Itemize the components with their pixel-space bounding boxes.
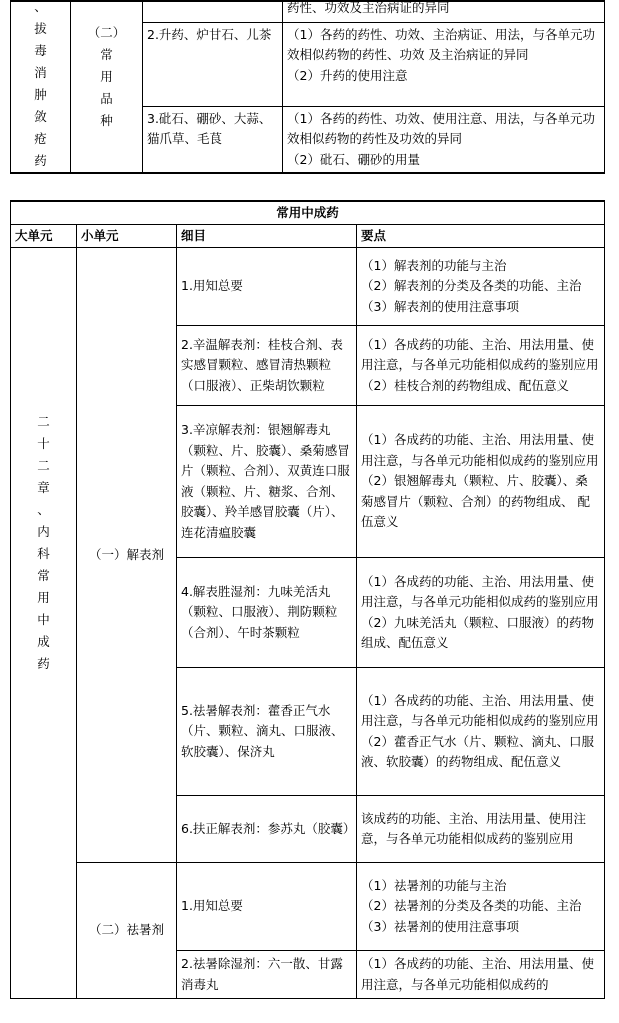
vertical-char: 拔 [34, 21, 47, 36]
item-cell: 2.祛暑除湿剂：六一散、甘露消毒丸 [177, 951, 357, 999]
vertical-char: 种 [100, 113, 113, 128]
points-cell [283, 0, 605, 22]
point-text: （3）祛暑剂的使用注意事项 [361, 918, 519, 934]
vertical-char: 常 [37, 568, 50, 583]
header-major-unit: 大单元 [11, 225, 77, 248]
table-row [11, 863, 605, 951]
vertical-char: 章 [37, 480, 50, 495]
item-cell: 3.辛凉解表剂：银翘解毒丸（颗粒、片、胶囊）、桑菊感冒片（颗粒、合剂）、双黄连口服液（颗粒、片、糖浆、合剂、胶囊）、羚羊感冒胶囊（片）、连花清瘟胶囊 [177, 406, 357, 558]
vertical-char: 药 [34, 153, 47, 168]
table-row [11, 248, 605, 326]
points-cell [357, 668, 605, 796]
points-cell [357, 406, 605, 558]
vertical-char: 用 [100, 69, 113, 84]
point-text: （3）解表剂的使用注意事项 [361, 298, 519, 314]
point-text: （1）各成药的功能、主治、用法用量、使用注意，与各单元功能相似成药的鉴别应用 [361, 432, 599, 468]
points-cell [357, 326, 605, 406]
item-cell: 1.用知总要 [177, 863, 357, 951]
vertical-char: 二 [37, 414, 50, 429]
point-text: （2）藿香正气水（片、颗粒、滴丸、口服液、软胶囊）的药物组成、配伍意义 [361, 733, 594, 769]
vertical-char: 、 [37, 502, 50, 517]
header-item: 细目 [177, 225, 357, 248]
points-cell [357, 863, 605, 951]
item-cell: 1.用知总要 [177, 248, 357, 326]
vertical-char: 成 [37, 634, 50, 649]
points-cell [283, 22, 605, 106]
vertical-char: 、 [34, 0, 47, 14]
vertical-char: 药 [37, 656, 50, 671]
vertical-char: 十 [37, 436, 50, 451]
point-text: 药性、功效及主治病证的异同 [287, 0, 450, 15]
points-cell [283, 106, 605, 173]
point-text: （1）祛暑剂的功能与主治 [361, 877, 507, 893]
point-text: （1）各药的药性、功效、使用注意、用法，与各单元功效相似药物的药性及功效的异同 [287, 110, 595, 146]
point-text: （2）银翘解毒丸（颗粒、片、胶囊）、桑菊感冒片（颗粒、合剂）的药物组成、 配伍意义 [361, 473, 590, 530]
item-cell: 6.扶正解表剂：参苏丸（胶囊） [177, 796, 357, 863]
major-unit-cell [11, 248, 77, 999]
point-text: （1）各成药的功能、主治、用法用量、使用注意，与各单元功能相似成药的鉴别应用 [361, 692, 599, 728]
point-text: （1）各成药的功能、主治、用法用量、使用注意，与各单元功能相似成药的 [361, 956, 594, 992]
item-cell: 5.祛暑解表剂：藿香正气水（片、颗粒、滴丸、口服液、软胶囊）、保济丸 [177, 668, 357, 796]
table-caption: 常用中成药 [11, 201, 605, 225]
vertical-char: 肿 [34, 87, 47, 102]
medicine-table [10, 200, 605, 999]
vertical-char: 中 [37, 612, 50, 627]
point-text: （2）砒石、硼砂的用量 [287, 151, 420, 167]
point-text: （2）桂枝合剂的药物组成、配伍意义 [361, 377, 569, 393]
vertical-char: 二 [37, 458, 50, 473]
points-cell [357, 558, 605, 668]
vertical-char: 消 [34, 65, 47, 80]
minor-unit-cell: （一）解表剂 [77, 248, 177, 863]
minor-unit-cell [71, 0, 143, 173]
point-text: （1）各成药的功能、主治、用法用量、使用注意，与各单元功能相似成药的鉴别应用 [361, 573, 599, 609]
header-points: 要点 [357, 225, 605, 248]
vertical-char: 常 [100, 47, 113, 62]
item-cell: 2.辛温解表剂：桂枝合剂、表实感冒颗粒、感冒清热颗粒（口服液）、正柴胡饮颗粒 [177, 326, 357, 406]
point-text: （2）祛暑剂的分类及各类的功能、主治 [361, 898, 582, 914]
points-cell [357, 796, 605, 863]
points-cell [357, 951, 605, 999]
major-unit-cell [11, 0, 71, 173]
vertical-char: 毒 [34, 43, 47, 58]
point-text: （2）升药的使用注意 [287, 67, 408, 83]
header-minor-unit: 小单元 [77, 225, 177, 248]
point-text: （1）解表剂的功能与主治 [361, 257, 507, 273]
vertical-char: 疮 [34, 131, 47, 146]
point-text: （1）各药的药性、功效、主治病证、用法，与各单元功效相似药物的药性、功效 及主治病证的异同 [287, 26, 595, 62]
point-text: 该成药的功能、主治、用法用量、使用注意，与各单元功能相似成药的鉴别应用 [361, 810, 587, 846]
item-cell: 2.升药、炉甘石、儿茶 [143, 22, 283, 106]
item-cell: 3.砒石、硼砂、大蒜、猫爪草、毛茛 [143, 106, 283, 173]
point-text: （2）九味羌活丸（颗粒、口服液）的药物组成、配伍意义 [361, 614, 594, 650]
point-text: （1）各成药的功能、主治、用法用量、使用注意，与各单元功能相似成药的鉴别应用 [361, 336, 599, 373]
vertical-char: 内 [37, 524, 50, 539]
minor-unit-cell: （二）祛暑剂 [77, 863, 177, 999]
vertical-char: 科 [37, 546, 50, 561]
points-cell [357, 248, 605, 326]
vertical-char: 品 [100, 91, 113, 106]
item-cell [143, 0, 283, 22]
point-text: （2）解表剂的分类及各类的功能、主治 [361, 278, 582, 294]
vertical-char: （二） [87, 25, 126, 40]
vertical-char: 敛 [34, 109, 47, 124]
continued-table [10, 0, 605, 174]
vertical-char: 用 [37, 590, 50, 605]
item-cell: 4.解表胜湿剂：九味羌活丸（颗粒、口服液）、荆防颗粒（合剂）、午时茶颗粒 [177, 558, 357, 668]
